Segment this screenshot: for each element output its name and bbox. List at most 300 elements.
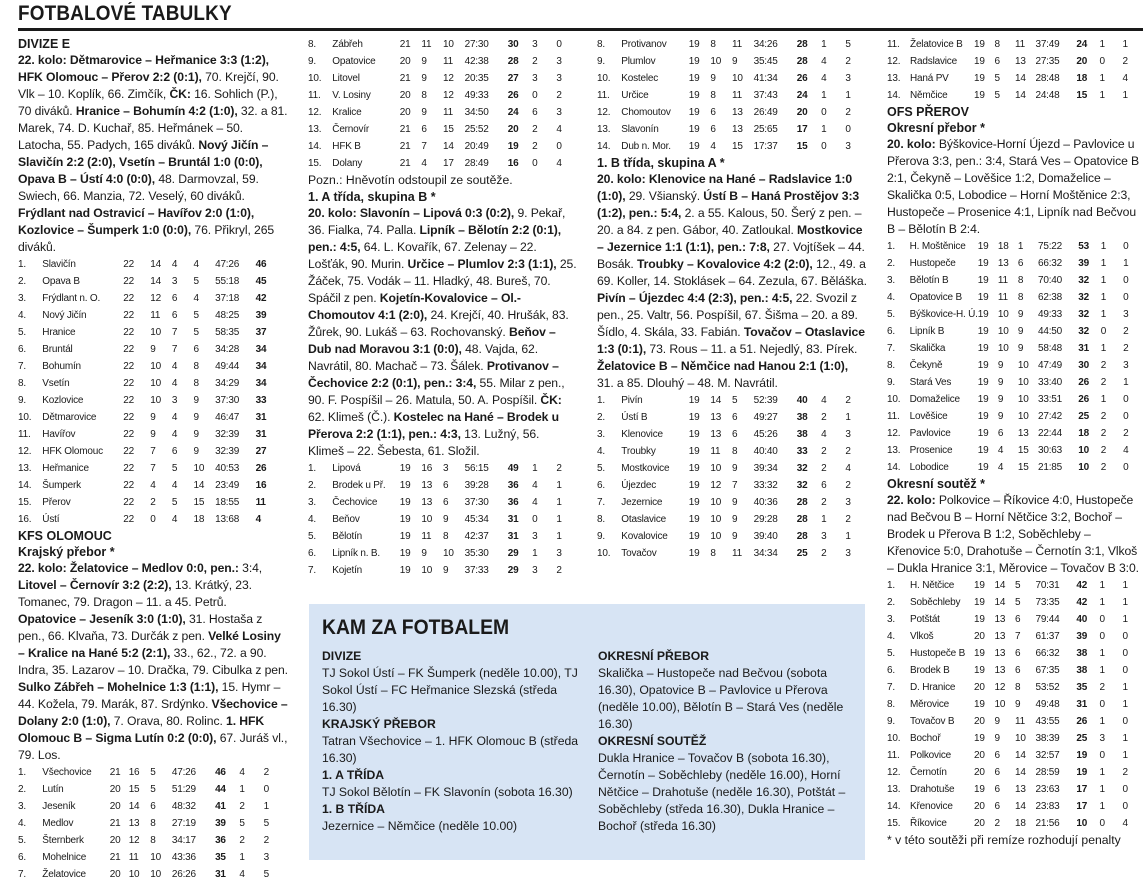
table-row bbox=[308, 104, 578, 121]
points-cell: 28 bbox=[796, 39, 808, 50]
stat-cell: 2 bbox=[1100, 360, 1107, 371]
result-text: 70. Krejčí, 90. Vlk – 10. Koplík, 66. Zimčík, bbox=[18, 70, 279, 101]
result-text: 31. Hostaša z pen., 66. Klvaňa, 73. Durčák z pen. bbox=[18, 612, 263, 643]
result-bold: Hranice – Bohumín 4:2 (1:0), bbox=[75, 104, 238, 118]
stat-cell: 15 bbox=[1017, 462, 1029, 473]
stat-cell: 0 bbox=[1122, 665, 1128, 676]
result-bold: 22. kolo: Dětmarovice – Heřmanice 3:3 (1:2), HFK Olomouc – Přerov 2:2 (0:1), bbox=[18, 53, 269, 84]
stat-cell: 4. bbox=[18, 818, 26, 829]
result-bold: Kojetín-Kovalovice – Ol.-Chomoutov 4:1 (2:0), bbox=[308, 291, 521, 322]
stat-cell: 46:47 bbox=[215, 412, 240, 423]
result-text: 62. Klimeš (Č.). bbox=[308, 410, 394, 424]
stat-cell: 12. bbox=[597, 107, 611, 118]
stat-cell: 2. bbox=[887, 597, 895, 608]
stat-cell: 14 bbox=[1014, 750, 1026, 761]
stat-cell: 9 bbox=[997, 377, 1004, 388]
stat-cell: 19 bbox=[974, 597, 985, 608]
table-row bbox=[597, 392, 867, 409]
stat-cell: 28:48 bbox=[1035, 73, 1060, 84]
points-cell: 20 bbox=[1076, 56, 1088, 67]
stat-cell: 0 bbox=[821, 141, 827, 152]
result-bold: Pivín – Újezdec 4:4 (2:3), pen.: 4:5, bbox=[597, 291, 793, 305]
stat-cell: 9. bbox=[308, 56, 316, 67]
stat-cell: 11. bbox=[887, 39, 900, 50]
stat-cell: 1 bbox=[1099, 597, 1105, 608]
stat-cell: 3 bbox=[556, 73, 562, 84]
stat-cell: 35:45 bbox=[753, 56, 778, 67]
stat-cell: 10 bbox=[997, 326, 1009, 337]
result-bold: Určice – Plumlov 2:3 (1:1), bbox=[407, 257, 557, 271]
stat-cell: 12 bbox=[128, 835, 140, 846]
stat-cell: 22 bbox=[123, 412, 135, 423]
stat-cell: 8. bbox=[308, 39, 316, 50]
team-cell: Kostelec bbox=[621, 73, 659, 84]
stat-cell: 40:40 bbox=[753, 446, 778, 457]
stat-cell: 1 bbox=[263, 801, 270, 812]
table-row bbox=[18, 256, 288, 273]
result-text: 22. Svozil z pen., 25. Valtr, 56. Pospíšil, 67. Šišma – 20. a 89. Šídlo, 4. Skála, 33. Fabián. bbox=[597, 291, 858, 339]
result-bold: Tovačov – Otaslavice 1:3 (0:1), bbox=[597, 325, 865, 356]
stat-cell: 1 bbox=[821, 90, 827, 101]
team-cell: Drahotuše bbox=[910, 784, 955, 795]
stat-cell: 0 bbox=[150, 514, 156, 525]
stat-cell: 0 bbox=[1123, 462, 1129, 473]
stat-cell: 8 bbox=[1017, 292, 1024, 303]
stat-cell: 19 bbox=[688, 412, 700, 423]
points-cell: 49 bbox=[507, 463, 519, 474]
stat-cell: 0 bbox=[1123, 411, 1129, 422]
stat-cell: 4 bbox=[193, 259, 199, 270]
stat-cell: 23:63 bbox=[1035, 784, 1060, 795]
team-cell: Újezdec bbox=[621, 480, 657, 491]
points-cell: 15 bbox=[1076, 90, 1088, 101]
stat-cell: 1 bbox=[1123, 377, 1129, 388]
points-cell: 36 bbox=[507, 480, 519, 491]
stat-cell: 37:18 bbox=[215, 293, 240, 304]
stat-cell: 2. bbox=[308, 480, 316, 491]
stat-cell: 3 bbox=[556, 56, 562, 67]
team-cell: Mohelnice bbox=[42, 852, 87, 863]
stat-cell: 6. bbox=[18, 852, 26, 863]
stat-cell: 4 bbox=[171, 378, 178, 389]
result-text: 16. Sohlich (P.), 70 diváků. bbox=[18, 87, 278, 118]
stat-cell: 6. bbox=[887, 326, 895, 337]
stat-cell: 1 bbox=[1099, 665, 1105, 676]
stat-cell: 2 bbox=[263, 835, 270, 846]
stat-cell: 13 bbox=[1014, 784, 1026, 795]
result-text: 55. Milar z pen., 90. F. Pospíšil – 26. Matula, 50. A. Pospíšil. bbox=[308, 376, 565, 407]
stat-cell: 6 bbox=[171, 446, 178, 457]
stat-cell: 10. bbox=[597, 548, 611, 559]
stat-cell: 19 bbox=[974, 699, 985, 710]
stat-cell: 6 bbox=[994, 767, 1000, 778]
stat-cell: 5. bbox=[597, 463, 605, 474]
stat-cell: 14 bbox=[193, 480, 205, 491]
stat-cell: 19 bbox=[977, 445, 989, 456]
stat-cell: 4 bbox=[821, 56, 827, 67]
team-cell: Lobodice bbox=[909, 462, 949, 473]
stat-cell: 14 bbox=[442, 141, 454, 152]
table-row bbox=[887, 696, 1143, 713]
team-cell: H. Moštěnice bbox=[909, 241, 966, 252]
stat-cell: 13. bbox=[597, 124, 611, 135]
stat-cell: 17 bbox=[442, 158, 454, 169]
stat-cell: 0 bbox=[845, 124, 851, 135]
table-row bbox=[308, 53, 578, 70]
stat-cell: 14 bbox=[994, 580, 1006, 591]
team-cell: Hustopeče B bbox=[910, 648, 966, 659]
stat-cell: 20 bbox=[974, 682, 985, 693]
results-text bbox=[18, 560, 288, 764]
table-row bbox=[597, 53, 867, 70]
team-cell: Jezernice bbox=[621, 497, 663, 508]
stat-cell: 5. bbox=[308, 531, 316, 542]
stat-cell: 4 bbox=[821, 429, 827, 440]
points-cell: 30 bbox=[507, 39, 519, 50]
stat-cell: 2 bbox=[821, 446, 827, 457]
table-row bbox=[887, 357, 1143, 374]
stat-cell: 0 bbox=[556, 141, 562, 152]
stat-cell: 49:33 bbox=[464, 90, 489, 101]
stat-cell: 20 bbox=[109, 869, 121, 880]
team-cell: Otaslavice bbox=[621, 514, 666, 525]
stat-cell: 10 bbox=[421, 565, 433, 576]
points-cell: 19 bbox=[507, 141, 519, 152]
stat-cell: 6. bbox=[18, 344, 26, 355]
stat-cell: 0 bbox=[1123, 241, 1129, 252]
points-cell: 25 bbox=[1076, 733, 1088, 744]
stat-cell: 32:39 bbox=[215, 446, 240, 457]
stat-cell: 61:37 bbox=[1035, 631, 1060, 642]
stat-cell: 19 bbox=[688, 514, 700, 525]
stat-cell: 33:51 bbox=[1038, 394, 1063, 405]
stat-cell: 9 bbox=[421, 107, 427, 118]
stat-cell: 19 bbox=[399, 548, 411, 559]
points-cell: 28 bbox=[796, 514, 808, 525]
stat-cell: 49:48 bbox=[1035, 699, 1060, 710]
table-row bbox=[308, 155, 578, 172]
table-row bbox=[887, 53, 1143, 70]
stat-cell: 17:37 bbox=[753, 141, 778, 152]
stat-cell: 34:34 bbox=[753, 548, 778, 559]
stat-cell: 4 bbox=[171, 480, 178, 491]
stat-cell: 10. bbox=[597, 73, 611, 84]
stat-cell: 2 bbox=[1122, 767, 1128, 778]
stat-cell: 39:28 bbox=[464, 480, 489, 491]
stat-cell: 3 bbox=[263, 852, 270, 863]
stat-cell: 11 bbox=[731, 39, 742, 50]
stat-cell: 2 bbox=[532, 124, 538, 135]
stat-cell: 5. bbox=[18, 835, 26, 846]
stat-cell: 22 bbox=[123, 344, 135, 355]
stat-cell: 0 bbox=[1122, 648, 1128, 659]
stat-cell: 7. bbox=[887, 343, 895, 354]
stat-cell: 8 bbox=[193, 378, 199, 389]
stat-cell: 2 bbox=[1100, 445, 1107, 456]
stat-cell: 1 bbox=[556, 514, 562, 525]
stat-cell: 14 bbox=[150, 259, 162, 270]
points-cell: 31 bbox=[507, 531, 519, 542]
stat-cell: 4. bbox=[597, 446, 605, 457]
table-row bbox=[887, 255, 1143, 272]
stat-cell: 1. bbox=[18, 259, 26, 270]
stat-cell: 9 bbox=[1014, 699, 1021, 710]
result-bold: 22. kolo: Želatovice – Medlov 0:0, pen.: bbox=[18, 561, 239, 575]
stat-cell: 10 bbox=[1017, 377, 1029, 388]
stat-cell: 9. bbox=[18, 395, 26, 406]
stat-cell: 5. bbox=[887, 309, 895, 320]
stat-cell: 9 bbox=[731, 497, 738, 508]
team-cell: Vsetín bbox=[42, 378, 70, 389]
result-bold: Ústí B – Haná Prostějov 3:3 (1:2), pen.: 5:4, bbox=[597, 189, 860, 220]
stat-cell: 4 bbox=[997, 445, 1004, 456]
stat-cell: 11 bbox=[997, 292, 1008, 303]
team-cell: Havířov bbox=[42, 429, 76, 440]
result-bold: Troubky – Kovalovice 4:2 (2:0), bbox=[636, 257, 813, 271]
stat-cell: 13 bbox=[1017, 428, 1029, 439]
stat-cell: 1 bbox=[1100, 292, 1107, 303]
result-bold: ČK: bbox=[540, 393, 562, 407]
stat-cell: 6 bbox=[731, 429, 738, 440]
stat-cell: 0 bbox=[1123, 275, 1129, 286]
table-row bbox=[887, 442, 1143, 459]
stat-cell: 19 bbox=[688, 463, 700, 474]
points-cell: 17 bbox=[796, 124, 808, 135]
stat-cell: 22 bbox=[123, 293, 135, 304]
stat-cell: 6. bbox=[887, 665, 895, 676]
stat-cell: 11. bbox=[597, 90, 610, 101]
points-cell: 33 bbox=[796, 446, 808, 457]
table-row bbox=[18, 290, 288, 307]
table-row bbox=[18, 273, 288, 290]
stat-cell: 8 bbox=[193, 361, 199, 372]
stat-cell: 19 bbox=[977, 326, 989, 337]
stat-cell: 10 bbox=[150, 378, 162, 389]
schedule-head: 1. A TŘÍDA bbox=[322, 768, 385, 782]
stat-cell: 11 bbox=[442, 107, 453, 118]
stat-cell: 14. bbox=[887, 801, 901, 812]
team-cell: Bohumín bbox=[42, 361, 81, 372]
result-bold: Beňov – Dub nad Moravou 3:1 (0:0), bbox=[308, 325, 556, 356]
team-cell: Šumperk bbox=[42, 480, 81, 491]
team-cell: Kojetín bbox=[332, 565, 363, 576]
points-cell: 20 bbox=[796, 107, 808, 118]
stat-cell: 22 bbox=[123, 429, 135, 440]
stat-cell: 19 bbox=[688, 395, 700, 406]
stat-cell: 10 bbox=[1017, 411, 1029, 422]
stat-cell: 19 bbox=[688, 497, 700, 508]
stat-cell: 8 bbox=[710, 548, 716, 559]
points-cell: 20 bbox=[507, 124, 519, 135]
stat-cell: 6. bbox=[597, 480, 605, 491]
result-bold: Sulko Zábřeh – Mohelnice 1:3 (1:1), bbox=[18, 680, 219, 694]
team-cell: Potštát bbox=[910, 614, 940, 625]
stat-cell: 14 bbox=[1014, 90, 1026, 101]
team-cell: Určice bbox=[621, 90, 649, 101]
stat-cell: 6 bbox=[421, 124, 427, 135]
stat-cell: 9 bbox=[150, 412, 156, 423]
stat-cell: 56:15 bbox=[464, 463, 489, 474]
stat-cell: 19 bbox=[399, 463, 411, 474]
stat-cell: 6 bbox=[821, 480, 827, 491]
result-bold: Protivanov – Čechovice 2:2 (0:1), pen.: 3:4, bbox=[308, 359, 559, 390]
team-cell: Soběchleby bbox=[910, 597, 961, 608]
stat-cell: 2 bbox=[1123, 326, 1129, 337]
stat-cell: 2 bbox=[1100, 377, 1107, 388]
stat-cell: 0 bbox=[532, 514, 538, 525]
stat-cell: 41:34 bbox=[753, 73, 778, 84]
points-cell: 10 bbox=[1078, 445, 1089, 456]
stat-cell: 39:40 bbox=[753, 531, 778, 542]
stat-cell: 6 bbox=[1014, 648, 1021, 659]
stat-cell: 4 bbox=[532, 497, 538, 508]
stat-cell: 4 bbox=[556, 158, 562, 169]
stat-cell: 18 bbox=[193, 514, 205, 525]
stat-cell: 1 bbox=[532, 463, 538, 474]
stat-cell: 5 bbox=[193, 276, 199, 287]
stat-cell: 2 bbox=[556, 463, 562, 474]
results-text bbox=[887, 492, 1143, 577]
points-cell: 32 bbox=[1078, 292, 1089, 303]
result-text: 48. Darmovzal, 59. Swiech, 66. Manzia, 72. Veselý, 60 diváků. bbox=[18, 172, 259, 203]
stat-cell: 22 bbox=[123, 259, 135, 270]
stat-cell: 1 bbox=[1122, 580, 1128, 591]
stat-cell: 3 bbox=[532, 73, 538, 84]
points-cell: 34 bbox=[255, 344, 267, 355]
stat-cell: 6 bbox=[150, 801, 156, 812]
stat-cell: 4 bbox=[171, 514, 178, 525]
stat-cell: 5 bbox=[150, 784, 156, 795]
result-bold: Frýdlant nad Ostravicí – Havířov 2:0 (1:0), Kozlovice – Šumperk 1:0 (0:0), bbox=[18, 206, 255, 237]
stat-cell: 27:42 bbox=[1038, 411, 1063, 422]
stat-cell: 13. bbox=[887, 73, 901, 84]
stat-cell: 16. bbox=[18, 514, 32, 525]
table-row bbox=[887, 798, 1143, 815]
stat-cell: 0 bbox=[1099, 699, 1105, 710]
table-row bbox=[18, 409, 288, 426]
stat-cell: 1 bbox=[1017, 241, 1024, 252]
stat-cell: 12. bbox=[308, 107, 322, 118]
stat-cell: 12. bbox=[887, 767, 901, 778]
points-cell: 28 bbox=[796, 56, 808, 67]
stat-cell: 6 bbox=[532, 107, 538, 118]
stat-cell: 13 bbox=[994, 614, 1006, 625]
stat-cell: 37:49 bbox=[1035, 39, 1060, 50]
team-cell: Dub n. Mor. bbox=[621, 141, 671, 152]
stat-cell: 67:35 bbox=[1035, 665, 1060, 676]
team-cell: Heřmanice bbox=[42, 463, 89, 474]
stat-cell: 0 bbox=[1099, 750, 1105, 761]
points-cell: 39 bbox=[1078, 258, 1089, 269]
stat-cell: 10 bbox=[731, 73, 743, 84]
stat-cell: 18 bbox=[997, 241, 1009, 252]
stat-cell: 2 bbox=[845, 446, 851, 457]
stat-cell: 5 bbox=[263, 869, 270, 880]
stat-cell: 1 bbox=[1122, 682, 1128, 693]
points-cell: 32 bbox=[796, 463, 808, 474]
points-cell: 31 bbox=[507, 514, 519, 525]
stat-cell: 20 bbox=[974, 631, 985, 642]
stat-cell: 3 bbox=[821, 531, 827, 542]
stat-cell: 38:39 bbox=[1035, 733, 1060, 744]
stat-cell: 4 bbox=[532, 480, 538, 491]
stat-cell: 1 bbox=[1122, 597, 1128, 608]
stat-cell: 13 bbox=[731, 124, 743, 135]
stat-cell: 19 bbox=[974, 665, 985, 676]
result-bold: Želatovice B – Němčice nad Hanou 2:1 (1:0), bbox=[597, 359, 849, 373]
stat-cell: 14. bbox=[597, 141, 611, 152]
stat-cell: 0 bbox=[263, 784, 270, 795]
table-row bbox=[887, 87, 1143, 104]
stat-cell: 37:30 bbox=[464, 497, 489, 508]
stat-cell: 1 bbox=[1099, 784, 1105, 795]
stat-cell: 3 bbox=[556, 548, 562, 559]
stat-cell: 10 bbox=[710, 514, 722, 525]
stat-cell: 34:50 bbox=[464, 107, 489, 118]
stat-cell: 10 bbox=[997, 343, 1009, 354]
stat-cell: 1 bbox=[1100, 241, 1107, 252]
team-cell: Všechovice bbox=[42, 767, 92, 778]
stat-cell: 4 bbox=[845, 463, 851, 474]
stat-cell: 20 bbox=[109, 784, 121, 795]
stat-cell: 9. bbox=[887, 716, 895, 727]
stat-cell: 8. bbox=[887, 360, 895, 371]
table-row bbox=[18, 375, 288, 392]
stat-cell: 13:68 bbox=[215, 514, 240, 525]
stat-cell: 34:29 bbox=[215, 378, 240, 389]
points-cell: 17 bbox=[1076, 784, 1088, 795]
stat-cell: 1 bbox=[1099, 580, 1105, 591]
table-row bbox=[308, 121, 578, 138]
points-cell: 38 bbox=[796, 429, 808, 440]
stat-cell: 6 bbox=[731, 412, 738, 423]
stat-cell: 10. bbox=[308, 73, 322, 84]
stat-cell: 1 bbox=[1100, 309, 1107, 320]
stat-cell: 19 bbox=[688, 480, 700, 491]
section-head-kfs: KFS OLOMOUC bbox=[18, 529, 112, 543]
stat-cell: 11 bbox=[997, 275, 1008, 286]
stat-cell: 7. bbox=[18, 361, 26, 372]
stat-cell: 9 bbox=[731, 514, 738, 525]
stat-cell: 19 bbox=[688, 124, 700, 135]
stat-cell: 12. bbox=[18, 446, 32, 457]
team-cell: Měrovice bbox=[910, 699, 949, 710]
schedule-text: Dukla Hranice – Tovačov B (sobota 16.30), Černotín – Soběchleby (neděle 16.00), Horní Nětčice – Drahotuše (neděle 16.30), Potštát – Soběchleby (středa 16.30), Dukla Hranice – Bochoř (středa 16.30) bbox=[598, 751, 846, 833]
stat-cell: 10 bbox=[150, 327, 162, 338]
stat-cell: 12. bbox=[887, 428, 901, 439]
stat-cell: 12 bbox=[442, 73, 454, 84]
points-cell: 32 bbox=[1078, 309, 1089, 320]
result-text: 33., 62., 72. a 90. Indra, 35. Lazarov – 10. Dračka, 79. Cibulka z pen. bbox=[18, 646, 288, 677]
stat-cell: 9 bbox=[731, 463, 738, 474]
stat-cell: 19 bbox=[399, 497, 411, 508]
stat-cell: 0 bbox=[1122, 631, 1128, 642]
stat-cell: 0 bbox=[821, 107, 827, 118]
stat-cell: 11. bbox=[887, 750, 900, 761]
stat-cell: 19 bbox=[688, 39, 700, 50]
team-cell: Černotín bbox=[910, 767, 947, 778]
result-text: 73. Rous – 11. a 51. Nejedlý, 83. Pírek. bbox=[646, 342, 858, 356]
team-cell: Klenovice bbox=[621, 429, 663, 440]
schedule-box bbox=[309, 604, 865, 860]
stat-cell: 14 bbox=[1014, 801, 1026, 812]
stat-cell: 19 bbox=[688, 446, 700, 457]
stat-cell: 2 bbox=[821, 412, 827, 423]
team-cell: Hustopeče bbox=[909, 258, 956, 269]
stat-cell: 47:49 bbox=[1038, 360, 1063, 371]
result-bold: 22. kolo: bbox=[887, 493, 936, 507]
table-row bbox=[18, 443, 288, 460]
